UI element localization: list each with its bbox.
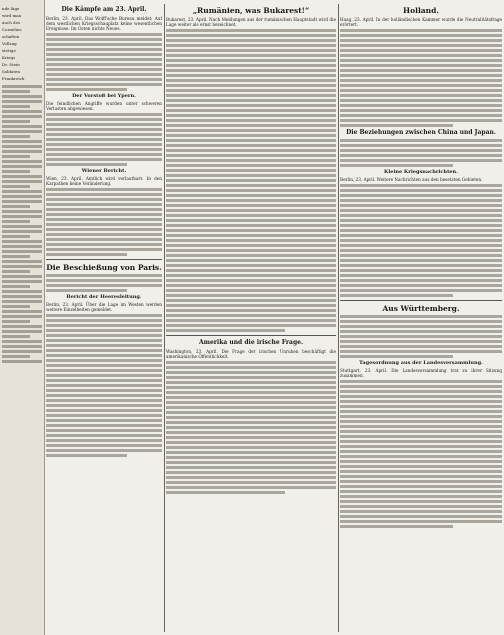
article-heading: „Rumänien, was Bukarest!“: [192, 6, 310, 15]
article-text: Berlin, 23. April. Über die Lage im Westen werden weitere Einzelheiten gemeldet.: [46, 302, 162, 312]
edge-fragment: wird man: [2, 13, 22, 18]
edge-fragment: schaften: [2, 34, 20, 39]
body-text: [46, 314, 162, 457]
article-subheading: Bericht der Heeresleitung.: [66, 294, 142, 300]
body-text: [340, 315, 502, 358]
edge-fragment: Dr. Stein: [2, 62, 20, 67]
body-text: [166, 29, 336, 332]
body-text: [340, 184, 502, 297]
article-text: Wien, 23. April. Amtlich wird verlautbart: In den Karpathen keine Veränderung.: [46, 176, 162, 186]
article-text: Washington, 23. April. Die Frage der irischen Unruhen beschäftigt die amerikanische Öffentlichkeit.: [166, 349, 336, 359]
column-2: [166, 4, 336, 632]
edge-fragment: Soldaten: [2, 69, 20, 74]
edge-fragment: stetige: [2, 48, 16, 53]
column-rule: [164, 4, 165, 632]
column-rule: [338, 4, 339, 632]
body-text: [46, 188, 162, 256]
edge-fragment: Vollzug: [2, 41, 17, 46]
article-heading: Die Beschießung von Paris.: [46, 263, 162, 272]
column-3: [340, 4, 502, 632]
body-text: [166, 361, 336, 494]
separator: [46, 259, 162, 260]
article-heading: Die Kämpfe am 23. April.: [61, 6, 147, 13]
article-subheading: Wiener Bericht.: [81, 168, 127, 174]
body-text: [46, 113, 162, 166]
article-heading: Aus Württemberg.: [382, 304, 460, 313]
article-text: Die feindlichen Angriffe wurden unter schweren Verlusten abgewiesen.: [46, 101, 162, 111]
article-text: Stuttgart, 23. April. Die Landesversammlung trat zu ihrer Sitzung zusammen.: [340, 368, 502, 378]
edge-text-filler: [2, 85, 42, 363]
article-subheading: Tagesordnung aus der Landesversammlung.: [359, 360, 483, 366]
article-heading: Holland.: [403, 6, 439, 15]
column-1: [46, 4, 162, 632]
edge-fragment: Frankreich: [2, 76, 25, 81]
article-text: Bukarest, 23. April. Nach Meldungen aus der rumänischen Hauptstadt wird die Lage weiter als ernst bezeichnet.: [166, 17, 336, 27]
separator: [340, 300, 502, 301]
article-text: Haag, 23. April. In der holländischen Kammer wurde die Neutralitätsfrage erörtert.: [340, 17, 502, 27]
edge-fragment: auch des: [2, 20, 21, 25]
edge-fragment: Kriegs: [2, 55, 16, 60]
separator: [166, 335, 336, 336]
body-text: [340, 29, 502, 127]
left-page-edge: [0, 0, 45, 635]
body-text: [46, 33, 162, 91]
article-subheading: Kleine Kriegsnachrichten.: [384, 169, 458, 175]
edge-fragment: Cornelius: [2, 27, 22, 32]
article-text: Berlin, 23. April. Weitere Nachrichten aus den besetzten Gebieten.: [340, 177, 483, 182]
article-text: Berlin, 23. April. Das Wolff'sche Bureau meldet: Auf dem westlichen Kriegsschauplatz keine wesentlichen Ereignisse. Im Osten nichts Neues.: [46, 16, 162, 31]
article-heading: Die Beziehungen zwischen China und Japan.: [346, 129, 496, 136]
article-subheading: Der Vorstoß bei Ypern.: [72, 93, 136, 99]
edge-fragment: nde läge: [2, 6, 20, 11]
article-heading: Amerika und die irische Frage.: [198, 339, 304, 346]
body-text: [340, 380, 502, 528]
body-text: [340, 139, 502, 167]
body-text: [46, 274, 162, 292]
